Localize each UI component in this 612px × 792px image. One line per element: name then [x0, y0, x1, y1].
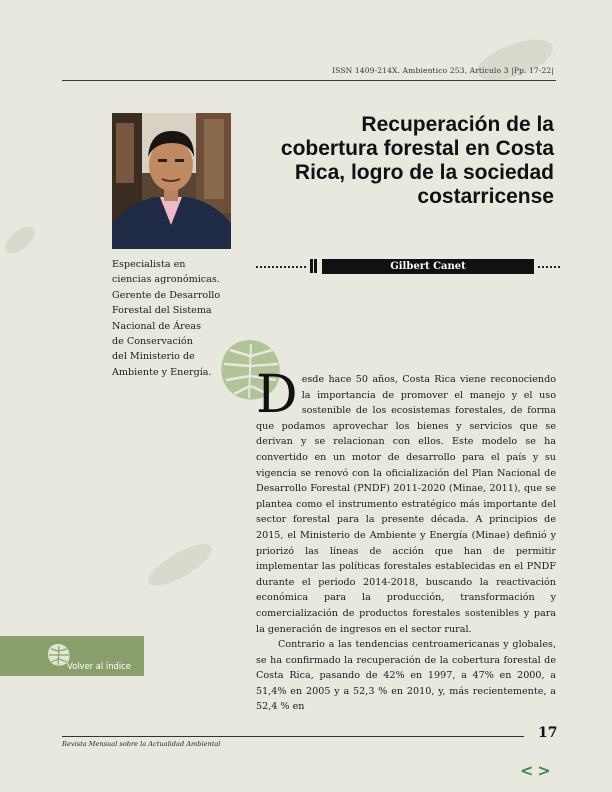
title-line: Recuperación de la	[361, 113, 554, 136]
double-bar-ornament	[310, 259, 317, 273]
bio-line: Ambiente y Energía.	[112, 366, 212, 378]
page-navigation	[520, 761, 555, 780]
dotted-rule-left	[256, 266, 306, 268]
dotted-rule-right	[538, 266, 560, 268]
author-portrait-image	[112, 113, 231, 249]
header-divider	[62, 80, 556, 81]
paragraph-text: esde hace 50 años, Costa Rica viene reconociendo la importancia de promover el manejo y el uso sostenible de los ecosistemas forestales, de forma que podamos aprovechar los bienes y servicios que se derivan y se relacionan con ellos. Este modelo se ha convertido en un motor de desarrollo para el país y su vigencia se renovó con la oficialización del Plan Nacional de Desarrollo Forestal (PNDF) 2011-2020 (Minae, 2011), que se plantea como el instrumento estratégico más importante del sector forestal para la presente década. A principios de 2015, el Ministerio de Ambiente y Energía (Minae) definió y priorizó las líneas de acción que han de permitir implementar las políticas forestales establecidas en el PNDF durante el periodo 2014-2018, buscando la reactivación económica para la producción, transformación y comercialización de productos forestales sostenibles y para la generación de ingresos en el sector rural.	[256, 374, 556, 635]
article-body	[256, 365, 556, 715]
article-title	[240, 113, 554, 209]
title-line: Rica, logro de la sociedad	[294, 161, 554, 184]
author-byline	[256, 258, 560, 274]
volver-al-indice-label[interactable]: Volver al índice	[67, 661, 131, 671]
background-leaf-icon	[0, 220, 40, 260]
title-line: costarricense	[417, 185, 554, 208]
author-photo	[112, 113, 231, 249]
bio-line: ciencias agronómicas.	[112, 274, 220, 286]
bio-line: de Conservación	[112, 336, 193, 348]
bio-line: Nacional de Áreas	[112, 320, 202, 332]
next-page-button[interactable]: >	[537, 761, 555, 780]
previous-page-button[interactable]: <	[520, 761, 538, 780]
title-line: cobertura forestal en Costa	[280, 137, 554, 160]
paragraph: Contrario a las tendencias centroamericanas y globales, se ha confirmado la recuperación de la cobertura forestal de Costa Rica, pasando de 42% en 1997, a 47% en 2000, a 51,4% en 2005 y a 52,3 % en 2010, y, más recientemente, a 52,4 % en	[256, 639, 556, 713]
author-name: Gilbert Canet	[322, 259, 534, 274]
issn-citation: ISSN 1409-214X. Ambientico 253, Artículo 3 |Pp. 17-22|	[332, 66, 554, 75]
bio-line: Forestal del Sistema	[112, 305, 212, 317]
paragraph	[256, 365, 556, 637]
bio-line: Gerente de Desarrollo	[112, 289, 221, 301]
page-number: 17	[538, 725, 558, 741]
bio-line: del Ministerio de	[112, 351, 195, 363]
footer-divider	[62, 736, 524, 737]
drop-cap: D	[256, 365, 298, 425]
bio-line: Especialista en	[112, 259, 186, 270]
background-leaf-icon	[470, 30, 560, 90]
background-leaf-icon	[140, 540, 220, 590]
journal-name: Revista Mensual sobre la Actualidad Ambiental	[62, 740, 221, 748]
